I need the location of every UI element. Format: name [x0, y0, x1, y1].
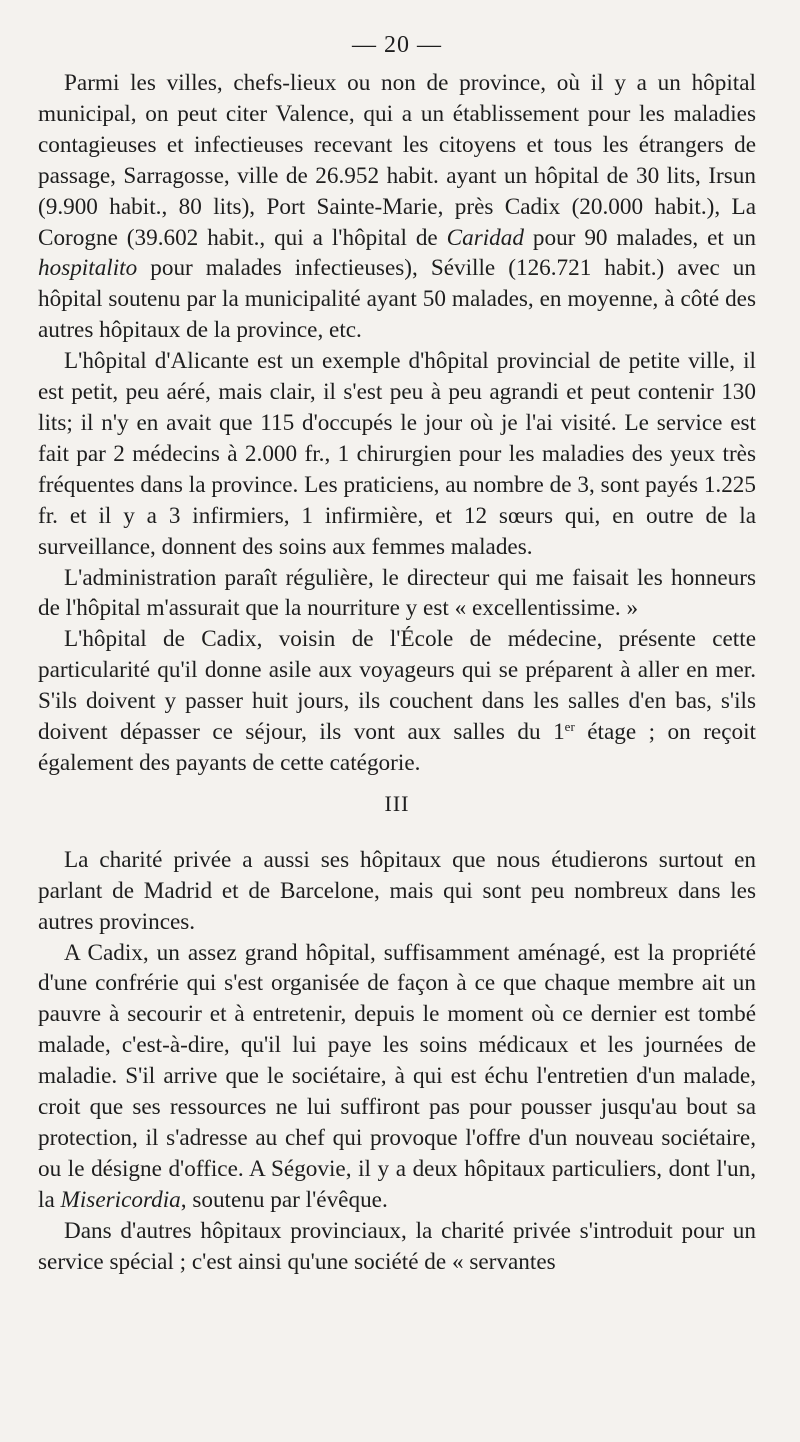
paragraph: [38, 563, 756, 625]
paragraph: [38, 1216, 756, 1278]
italic-term: Misericordia: [60, 1186, 181, 1213]
paragraph: [38, 938, 756, 1216]
italic-term: Caridad: [446, 224, 524, 251]
text-segment: pour 90 malades, et un: [523, 224, 756, 251]
paragraph: [38, 68, 756, 346]
paragraph: [38, 624, 756, 779]
text-segment: Dans d'autres hôpitaux provinciaux, la charité privée s'introduit pour un service spécial ; c'est ainsi qu'une société de « servantes: [38, 1217, 756, 1275]
document-page: [38, 28, 756, 1278]
text-segment: L'hôpital d'Alicante est un exemple d'hôpital provincial de petite ville, il est petit, peu aéré, mais clair, il s'est peu à peu agrandi et peut contenir 130 lits; il n'y en avait que 115 d'occupés le jour où je l'ai visité. Le service est fait par 2 médecins à 2.000 fr., 1 chirurgien pour les maladies des yeux très fréquentes dans la province. Les praticiens, au nombre de 3, sont payés 1.225 fr. et il y a 3 infirmiers, 1 infirmière, et 12 sœurs qui, en outre de la surveillance, donnent des soins aux femmes malades.: [38, 348, 756, 560]
section-heading: III: [384, 790, 410, 816]
text-segment: La charité privée a aussi ses hôpitaux que nous étudierons surtout en parlant de Madrid et de Barcelone, mais qui sont peu nombreux dans les autres provinces.: [38, 846, 756, 935]
text-segment: L'hôpital de Cadix, voisin de l'École de médecine, présente cette particularité qu'il donne asile aux voyageurs qui se préparent à aller en mer. S'ils doivent y passer huit jours, ils couchent dans les salles d'en bas, s'ils doivent dépasser ce séjour, ils vont aux salles du 1: [38, 626, 756, 746]
text-segment: pour malades infectieuses), Séville (126.721 habit.) avec un hôpital soutenu par la municipalité ayant 50 malades, en moyenne, à côté des autres hôpitaux de la province, etc.: [38, 255, 756, 344]
text-body-after-section: [38, 845, 756, 1278]
text-body-before-section: [38, 68, 756, 779]
superscript: er: [564, 719, 575, 735]
paragraph: [38, 845, 756, 938]
text-segment: , soutenu par l'évêque.: [180, 1186, 388, 1213]
text-segment: étage ; on reçoit également des payants de cette catégorie.: [38, 719, 756, 776]
italic-term: hospitalito: [38, 255, 138, 282]
page-number: — 20 —: [352, 32, 442, 58]
paragraph: [38, 346, 756, 562]
text-segment: L'administration paraît régulière, le directeur qui me faisait les honneurs de l'hôpital m'assurait que la nourriture y est « excellentissime. »: [38, 564, 756, 622]
text-segment: A Cadix, un assez grand hôpital, suffisamment aménagé, est la propriété d'une confrérie qui s'est organisée de façon à ce que chaque membre ait un pauvre à secourir et à entretenir, depuis le moment où ce dernier est tombé malade, c'est-à-dire, qu'il lui paye les soins médicaux et les journées de maladie. S'il arrive que le sociétaire, à qui est échu l'entretien d'un malade, croit que ses ressources ne lui suffiront pas pour pousser jusqu'au bout sa protection, il s'adresse au chef qui provoque l'offre d'un nouveau sociétaire, ou le désigne d'office. A Ségovie, il y a deux hôpitaux particuliers, dont l'un, la: [38, 939, 756, 1213]
text-segment: Parmi les villes, chefs-lieux ou non de province, où il y a un hôpital municipal, on peut citer Valence, qui a un établissement pour les maladies contagieuses et infectieuses recevant les citoyens et tous les étrangers de passage, Sarragosse, ville de 26.952 habit. ayant un hôpital de 30 lits, Irsun (9.900 habit., 80 lits), Port Sainte-Marie, près Cadix (20.000 habit.), La Corogne (39.602 habit., qui a l'hôpital de: [38, 70, 756, 251]
